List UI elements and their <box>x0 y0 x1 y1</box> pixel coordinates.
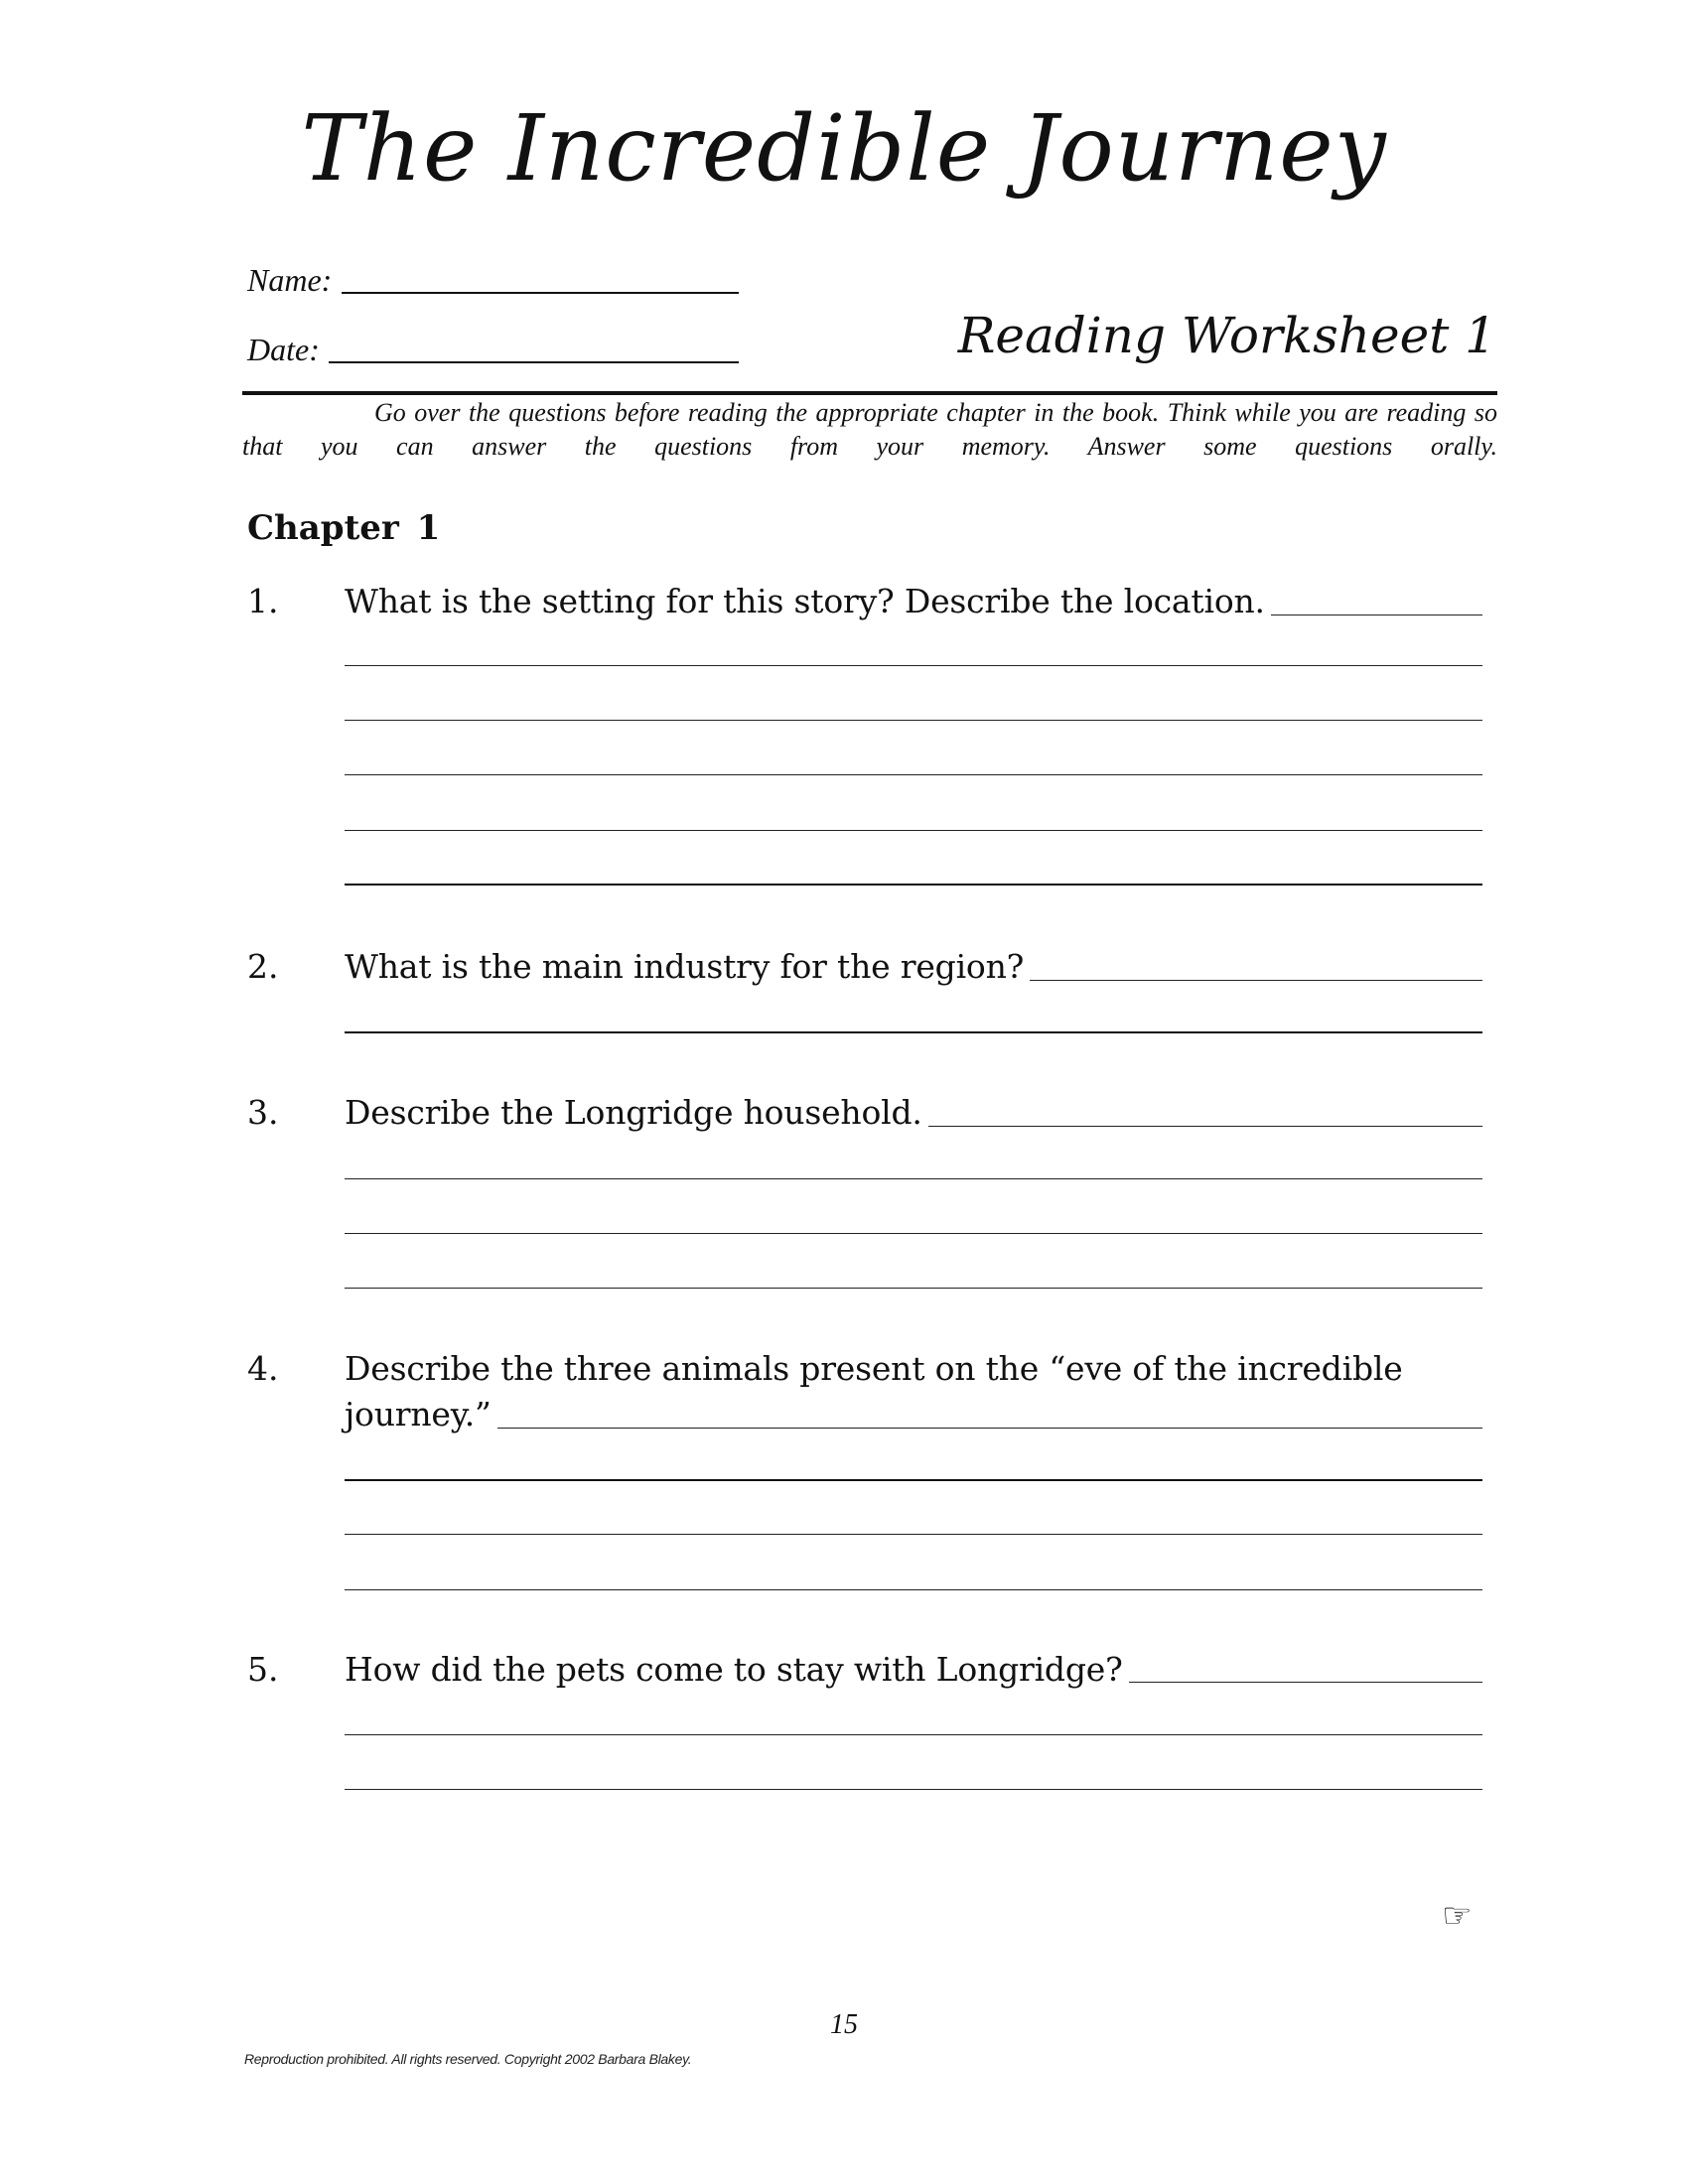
answer-line[interactable] <box>345 1734 1482 1735</box>
question-text-continued: journey.” <box>345 1393 497 1436</box>
header-divider <box>242 391 1497 395</box>
answer-line[interactable] <box>345 1428 1482 1429</box>
question-number: 5. <box>247 1650 279 1689</box>
worksheet-title: The Incredible Journey <box>301 95 1387 202</box>
question-text: What is the setting for this story? Describe the location. <box>345 580 1271 623</box>
worksheet-subtitle: Reading Worksheet 1 <box>957 307 1496 364</box>
chapter-heading: Chapter 1 <box>247 508 441 548</box>
page-number: 15 <box>830 2009 858 2040</box>
name-field[interactable] <box>342 292 739 294</box>
question-text: What is the main industry for the region? <box>345 945 1030 989</box>
copyright-footer: Reproduction prohibited. All rights reserved. Copyright 2002 Barbara Blakey. <box>244 2051 692 2067</box>
pointing-hand-icon: ☞ <box>1442 1896 1473 1936</box>
answer-line[interactable] <box>345 1589 1482 1590</box>
question-number: 2. <box>247 947 279 986</box>
answer-line[interactable] <box>345 884 1482 886</box>
question-number: 3. <box>247 1093 279 1132</box>
date-field[interactable] <box>329 361 739 363</box>
answer-line[interactable] <box>345 665 1482 666</box>
question-number: 4. <box>247 1349 279 1388</box>
question-number: 1. <box>247 582 279 620</box>
answer-line[interactable] <box>345 774 1482 775</box>
answer-line[interactable] <box>345 1178 1482 1179</box>
answer-line[interactable] <box>345 1479 1482 1481</box>
instructions: Go over the questions before reading the appropriate chapter in the book. Think while you are reading so that you can answer the questions from your memory. Answer some questions orally. <box>242 398 1497 461</box>
question-text: How did the pets come to stay with Longridge? <box>345 1648 1129 1692</box>
answer-line[interactable] <box>345 1789 1482 1790</box>
name-label: Name: <box>247 262 333 298</box>
question-text: Describe the three animals present on the “eve of the incredible <box>345 1347 1409 1391</box>
answer-line[interactable] <box>345 1288 1482 1289</box>
answer-line[interactable] <box>345 1233 1482 1234</box>
answer-line[interactable] <box>345 720 1482 721</box>
answer-line[interactable] <box>345 1534 1482 1535</box>
answer-line[interactable] <box>345 1031 1482 1033</box>
answer-line[interactable] <box>345 830 1482 831</box>
question-text: Describe the Longridge household. <box>345 1091 928 1135</box>
date-label: Date: <box>247 332 320 367</box>
